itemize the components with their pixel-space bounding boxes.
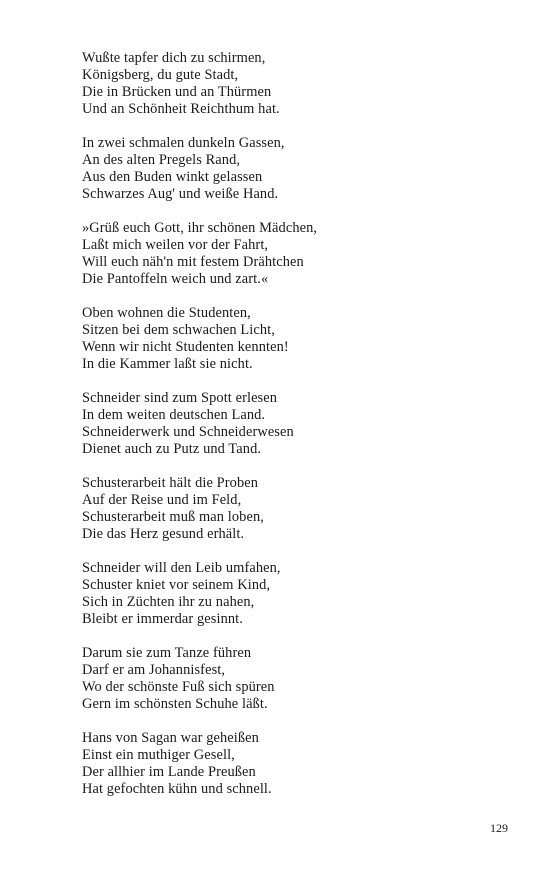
stanza-6: [82, 475, 502, 543]
poem-line: Darum sie zum Tanze führen: [82, 645, 252, 661]
poem-line: Der allhier im Lande Preußen: [82, 764, 256, 780]
poem-line: Laßt mich weilen vor der Fahrt,: [82, 237, 269, 253]
stanza-7: [82, 560, 502, 628]
poem-line: Schusterarbeit muß man loben,: [82, 509, 264, 525]
poem-line: Und an Schönheit Reichthum hat.: [82, 101, 280, 117]
poem-line: Dienet auch zu Putz und Tand.: [82, 441, 262, 457]
poem-line: Wenn wir nicht Studenten kennten!: [82, 339, 289, 355]
stanza-4: [82, 305, 502, 373]
page-number: 129: [490, 821, 508, 835]
poem-line: Aus den Buden winkt gelassen: [82, 169, 263, 185]
poem-line: Darf er am Johannisfest,: [82, 662, 226, 678]
poem-line: Die in Brücken und an Thürmen: [82, 84, 272, 100]
poem-line: Hat gefochten kühn und schnell.: [82, 781, 272, 797]
poem-line: In die Kammer laßt sie nicht.: [82, 356, 253, 372]
stanza-5: [82, 390, 502, 458]
poem-line: Königsberg, du gute Stadt,: [82, 67, 239, 83]
poem-text: [82, 50, 502, 815]
stanza-8: [82, 645, 502, 713]
poem-line: Die das Herz gesund erhält.: [82, 526, 245, 542]
poem-line: Oben wohnen die Studenten,: [82, 305, 251, 321]
poem-line: In dem weiten deutschen Land.: [82, 407, 266, 423]
poem-line: Will euch näh'n mit festem Drähtchen: [82, 254, 304, 270]
poem-line: An des alten Pregels Rand,: [82, 152, 241, 168]
poem-line: Sich in Züchten ihr zu nahen,: [82, 594, 255, 610]
poem-line: Gern im schönsten Schuhe läßt.: [82, 696, 268, 712]
poem-line: »Grüß euch Gott, ihr schönen Mädchen,: [82, 220, 318, 236]
poem-line: Schneider will den Leib umfahen,: [82, 560, 281, 576]
poem-line: Schneiderwerk und Schneiderwesen: [82, 424, 294, 440]
poem-line: Einst ein muthiger Gesell,: [82, 747, 235, 763]
poem-line: Schusterarbeit hält die Proben: [82, 475, 259, 491]
stanza-9: [82, 730, 502, 798]
stanza-1: [82, 50, 502, 118]
poem-line: In zwei schmalen dunkeln Gassen,: [82, 135, 285, 151]
stanza-2: [82, 135, 502, 203]
poem-line: Schuster kniet vor seinem Kind,: [82, 577, 271, 593]
poem-line: Sitzen bei dem schwachen Licht,: [82, 322, 275, 338]
poem-line: Wußte tapfer dich zu schirmen,: [82, 50, 266, 66]
poem-line: Die Pantoffeln weich und zart.«: [82, 271, 269, 287]
stanza-3: [82, 220, 502, 288]
poem-line: Wo der schönste Fuß sich spüren: [82, 679, 275, 695]
poem-line: Schwarzes Aug' und weiße Hand.: [82, 186, 279, 202]
poem-line: Schneider sind zum Spott erlesen: [82, 390, 278, 406]
poem-line: Auf der Reise und im Feld,: [82, 492, 242, 508]
poem-line: Bleibt er immerdar gesinnt.: [82, 611, 243, 627]
poem-line: Hans von Sagan war geheißen: [82, 730, 259, 746]
